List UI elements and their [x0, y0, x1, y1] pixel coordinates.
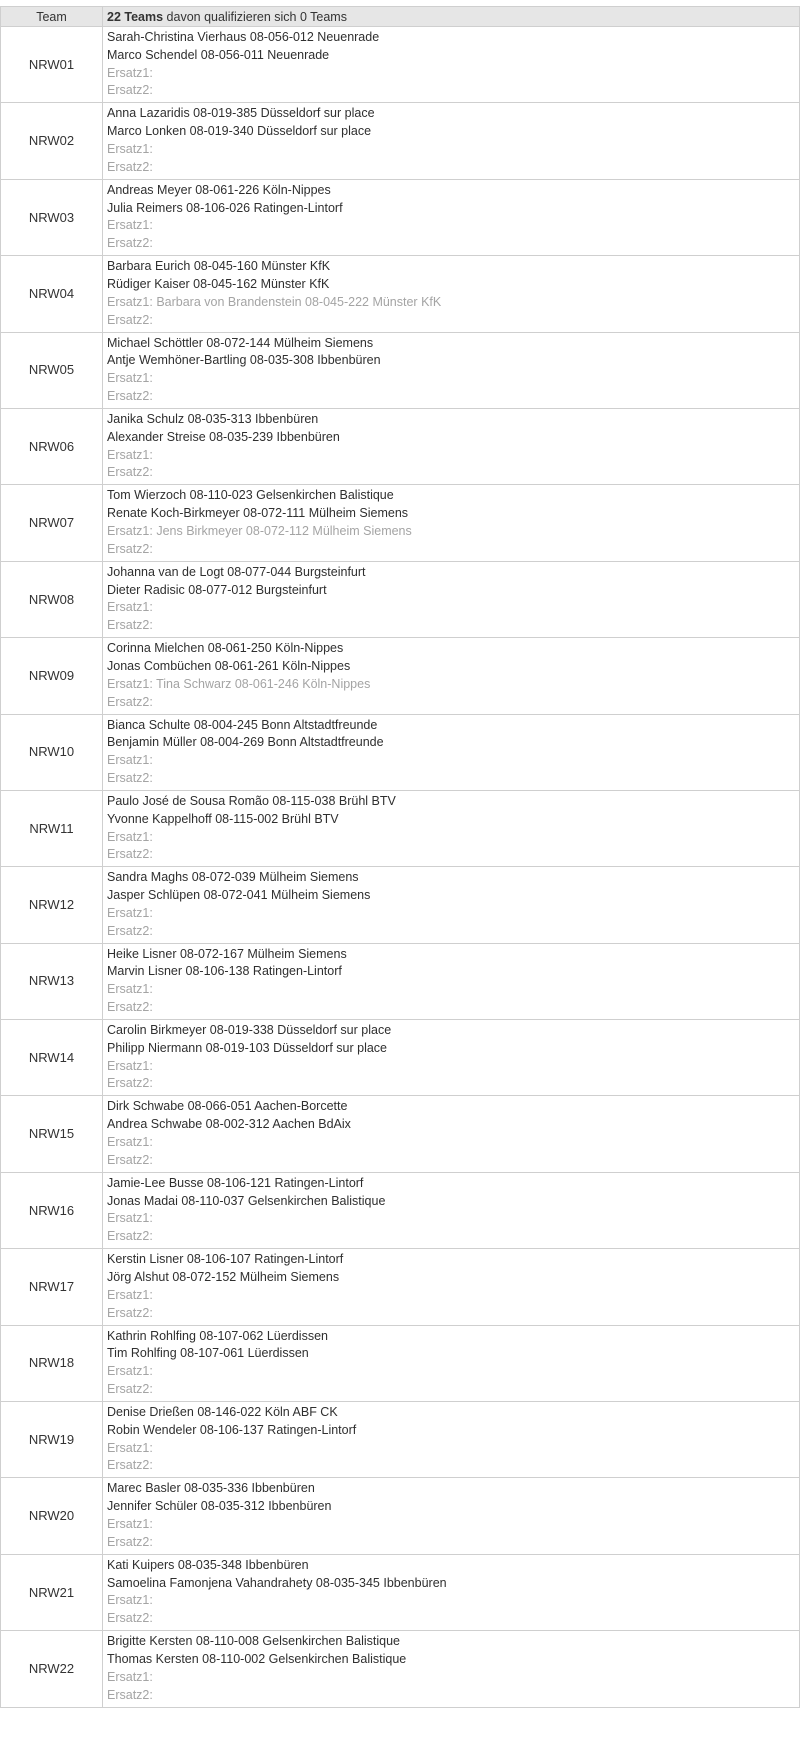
team-code: NRW22	[1, 1631, 103, 1707]
team-rows	[1, 27, 800, 1708]
team-members	[103, 485, 800, 561]
table-row	[1, 1478, 800, 1554]
team-members	[103, 332, 800, 408]
player-2: Benjamin Müller 08-004-269 Bonn Altstadtfreunde	[107, 735, 384, 750]
team-code: NRW20	[1, 1478, 103, 1554]
substitute-2: Ersatz2:	[107, 465, 153, 480]
player-1: Jamie-Lee Busse 08-106-121 Ratingen-Lintorf	[107, 1175, 364, 1190]
substitute-1: Ersatz1:	[107, 1364, 153, 1379]
substitute-2: Ersatz2:	[107, 1687, 153, 1702]
player-2: Alexander Streise 08-035-239 Ibbenbüren	[107, 429, 340, 444]
substitute-2: Ersatz2:	[107, 1382, 153, 1397]
player-1: Kati Kuipers 08-035-348 Ibbenbüren	[107, 1557, 309, 1572]
table-row	[1, 1096, 800, 1172]
table-row	[1, 714, 800, 790]
team-code: NRW18	[1, 1325, 103, 1401]
substitute-2: Ersatz2:	[107, 1611, 153, 1626]
team-code: NRW07	[1, 485, 103, 561]
substitute-1: Ersatz1:	[107, 1440, 153, 1455]
table-row	[1, 790, 800, 866]
team-members	[103, 790, 800, 866]
table-row	[1, 256, 800, 332]
player-2: Jonas Combüchen 08-061-261 Köln-Nippes	[107, 658, 351, 673]
teams-table	[0, 6, 800, 1708]
table-row	[1, 485, 800, 561]
player-2: Robin Wendeler 08-106-137 Ratingen-Lintorf	[107, 1422, 357, 1437]
player-2: Julia Reimers 08-106-026 Ratingen-Lintorf	[107, 200, 343, 215]
player-2: Andrea Schwabe 08-002-312 Aachen BdAix	[107, 1117, 351, 1132]
player-2: Dieter Radisic 08-077-012 Burgsteinfurt	[107, 582, 327, 597]
substitute-2: Ersatz2:	[107, 694, 153, 709]
team-code: NRW12	[1, 867, 103, 943]
table-row	[1, 943, 800, 1019]
player-1: Sarah-Christina Vierhaus 08-056-012 Neuenrade	[107, 30, 380, 44]
column-header-summary	[103, 7, 800, 27]
team-members	[103, 561, 800, 637]
table-row	[1, 1631, 800, 1707]
team-members	[103, 1172, 800, 1248]
column-header-team: Team	[1, 7, 103, 27]
team-code: NRW16	[1, 1172, 103, 1248]
substitute-1: Ersatz1:	[107, 1517, 153, 1532]
team-code: NRW02	[1, 103, 103, 179]
substitute-2: Ersatz2:	[107, 1000, 153, 1015]
substitute-2: Ersatz2:	[107, 1152, 153, 1167]
player-2: Marco Lonken 08-019-340 Düsseldorf sur place	[107, 124, 372, 139]
team-code: NRW09	[1, 638, 103, 714]
team-code: NRW04	[1, 256, 103, 332]
table-row	[1, 1020, 800, 1096]
substitute-2: Ersatz2:	[107, 1458, 153, 1473]
team-members	[103, 943, 800, 1019]
team-members	[103, 638, 800, 714]
substitute-1: Ersatz1: Tina Schwarz 08-061-246 Köln-Nippes	[107, 676, 371, 691]
substitute-1: Ersatz1: Jens Birkmeyer 08-072-112 Mülheim Siemens	[107, 523, 412, 538]
substitute-2: Ersatz2:	[107, 312, 153, 327]
player-2: Tim Rohlfing 08-107-061 Lüerdissen	[107, 1346, 309, 1361]
substitute-2: Ersatz2:	[107, 847, 153, 862]
substitute-1: Ersatz1:	[107, 1669, 153, 1684]
player-2: Philipp Niermann 08-019-103 Düsseldorf sur place	[107, 1040, 388, 1055]
substitute-1: Ersatz1:	[107, 1135, 153, 1150]
player-2: Marco Schendel 08-056-011 Neuenrade	[107, 47, 330, 62]
player-2: Thomas Kersten 08-110-002 Gelsenkirchen Balistique	[107, 1652, 407, 1666]
substitute-1: Ersatz1:	[107, 1593, 153, 1608]
substitute-1: Ersatz1:	[107, 218, 153, 233]
substitute-2: Ersatz2:	[107, 1534, 153, 1549]
player-1: Corinna Mielchen 08-061-250 Köln-Nippes	[107, 641, 344, 656]
substitute-1: Ersatz1: Barbara von Brandenstein 08-045-222 Münster KfK	[107, 294, 442, 309]
player-2: Rüdiger Kaiser 08-045-162 Münster KfK	[107, 276, 330, 291]
player-2: Antje Wemhöner-Bartling 08-035-308 Ibbenbüren	[107, 353, 381, 368]
table-header-row	[1, 7, 800, 27]
substitute-1: Ersatz1:	[107, 829, 153, 844]
player-1: Kathrin Rohlfing 08-107-062 Lüerdissen	[107, 1328, 328, 1343]
table-row	[1, 638, 800, 714]
substitute-2: Ersatz2:	[107, 770, 153, 785]
player-1: Michael Schöttler 08-072-144 Mülheim Siemens	[107, 335, 374, 350]
player-1: Johanna van de Logt 08-077-044 Burgsteinfurt	[107, 564, 366, 579]
substitute-2: Ersatz2:	[107, 923, 153, 938]
team-members	[103, 27, 800, 103]
team-count: 22 Teams	[107, 9, 164, 24]
team-code: NRW19	[1, 1402, 103, 1478]
player-1: Sandra Maghs 08-072-039 Mülheim Siemens	[107, 870, 359, 885]
substitute-2: Ersatz2:	[107, 1229, 153, 1244]
substitute-1: Ersatz1:	[107, 371, 153, 386]
player-2: Yvonne Kappelhoff 08-115-002 Brühl BTV	[107, 811, 339, 826]
team-members	[103, 408, 800, 484]
team-code: NRW03	[1, 179, 103, 255]
team-code: NRW15	[1, 1096, 103, 1172]
table-row	[1, 1172, 800, 1248]
team-code: NRW06	[1, 408, 103, 484]
team-code: NRW21	[1, 1554, 103, 1630]
team-members	[103, 179, 800, 255]
player-1: Marec Basler 08-035-336 Ibbenbüren	[107, 1481, 315, 1496]
table-row	[1, 867, 800, 943]
team-members	[103, 103, 800, 179]
table-row	[1, 27, 800, 103]
player-1: Barbara Eurich 08-045-160 Münster KfK	[107, 259, 331, 274]
team-members	[103, 256, 800, 332]
team-code: NRW11	[1, 790, 103, 866]
substitute-2: Ersatz2:	[107, 159, 153, 174]
substitute-2: Ersatz2:	[107, 236, 153, 251]
substitute-1: Ersatz1:	[107, 905, 153, 920]
table-row	[1, 408, 800, 484]
team-code: NRW17	[1, 1249, 103, 1325]
player-1: Bianca Schulte 08-004-245 Bonn Altstadtfreunde	[107, 717, 378, 732]
substitute-1: Ersatz1:	[107, 1211, 153, 1226]
player-1: Carolin Birkmeyer 08-019-338 Düsseldorf sur place	[107, 1023, 392, 1038]
team-members	[103, 867, 800, 943]
table-row	[1, 103, 800, 179]
team-code: NRW05	[1, 332, 103, 408]
player-1: Andreas Meyer 08-061-226 Köln-Nippes	[107, 182, 331, 197]
table-row	[1, 1325, 800, 1401]
team-members	[103, 1402, 800, 1478]
player-1: Denise Drießen 08-146-022 Köln ABF CK	[107, 1405, 338, 1420]
player-1: Dirk Schwabe 08-066-051 Aachen-Borcette	[107, 1099, 348, 1114]
player-2: Jasper Schlüpen 08-072-041 Mülheim Siemens	[107, 888, 371, 903]
player-1: Brigitte Kersten 08-110-008 Gelsenkirchen Balistique	[107, 1634, 400, 1649]
team-code: NRW14	[1, 1020, 103, 1096]
substitute-1: Ersatz1:	[107, 141, 153, 156]
player-1: Janika Schulz 08-035-313 Ibbenbüren	[107, 411, 319, 426]
team-code: NRW10	[1, 714, 103, 790]
player-1: Heike Lisner 08-072-167 Mülheim Siemens	[107, 946, 347, 961]
table-row	[1, 1249, 800, 1325]
team-members	[103, 1631, 800, 1707]
player-1: Paulo José de Sousa Romão 08-115-038 Brühl BTV	[107, 793, 396, 808]
player-2: Marvin Lisner 08-106-138 Ratingen-Lintorf	[107, 964, 342, 979]
substitute-1: Ersatz1:	[107, 447, 153, 462]
team-code: NRW01	[1, 27, 103, 103]
team-members	[103, 1020, 800, 1096]
team-code: NRW13	[1, 943, 103, 1019]
substitute-1: Ersatz1:	[107, 982, 153, 997]
player-1: Kerstin Lisner 08-106-107 Ratingen-Lintorf	[107, 1252, 344, 1267]
table-row	[1, 179, 800, 255]
substitute-1: Ersatz1:	[107, 753, 153, 768]
team-code: NRW08	[1, 561, 103, 637]
player-1: Tom Wierzoch 08-110-023 Gelsenkirchen Balistique	[107, 488, 394, 503]
substitute-2: Ersatz2:	[107, 83, 153, 98]
substitute-2: Ersatz2:	[107, 1305, 153, 1320]
substitute-2: Ersatz2:	[107, 618, 153, 633]
substitute-2: Ersatz2:	[107, 541, 153, 556]
team-members	[103, 1478, 800, 1554]
player-2: Renate Koch-Birkmeyer 08-072-111 Mülheim Siemens	[107, 506, 409, 521]
substitute-2: Ersatz2:	[107, 1076, 153, 1091]
substitute-1: Ersatz1:	[107, 1287, 153, 1302]
team-members	[103, 714, 800, 790]
player-1: Anna Lazaridis 08-019-385 Düsseldorf sur place	[107, 106, 375, 121]
table-row	[1, 1402, 800, 1478]
player-2: Jörg Alshut 08-072-152 Mülheim Siemens	[107, 1270, 340, 1285]
team-members	[103, 1325, 800, 1401]
table-row	[1, 332, 800, 408]
table-row	[1, 561, 800, 637]
team-members	[103, 1554, 800, 1630]
table-row	[1, 1554, 800, 1630]
qualify-text: davon qualifizieren sich 0 Teams	[166, 9, 347, 24]
team-members	[103, 1249, 800, 1325]
substitute-1: Ersatz1:	[107, 65, 153, 80]
team-members	[103, 1096, 800, 1172]
substitute-1: Ersatz1:	[107, 600, 153, 615]
substitute-1: Ersatz1:	[107, 1058, 153, 1073]
player-2: Jennifer Schüler 08-035-312 Ibbenbüren	[107, 1499, 332, 1514]
player-2: Samoelina Famonjena Vahandrahety 08-035-345 Ibbenbüren	[107, 1575, 447, 1590]
player-2: Jonas Madai 08-110-037 Gelsenkirchen Balistique	[107, 1193, 386, 1208]
substitute-2: Ersatz2:	[107, 388, 153, 403]
